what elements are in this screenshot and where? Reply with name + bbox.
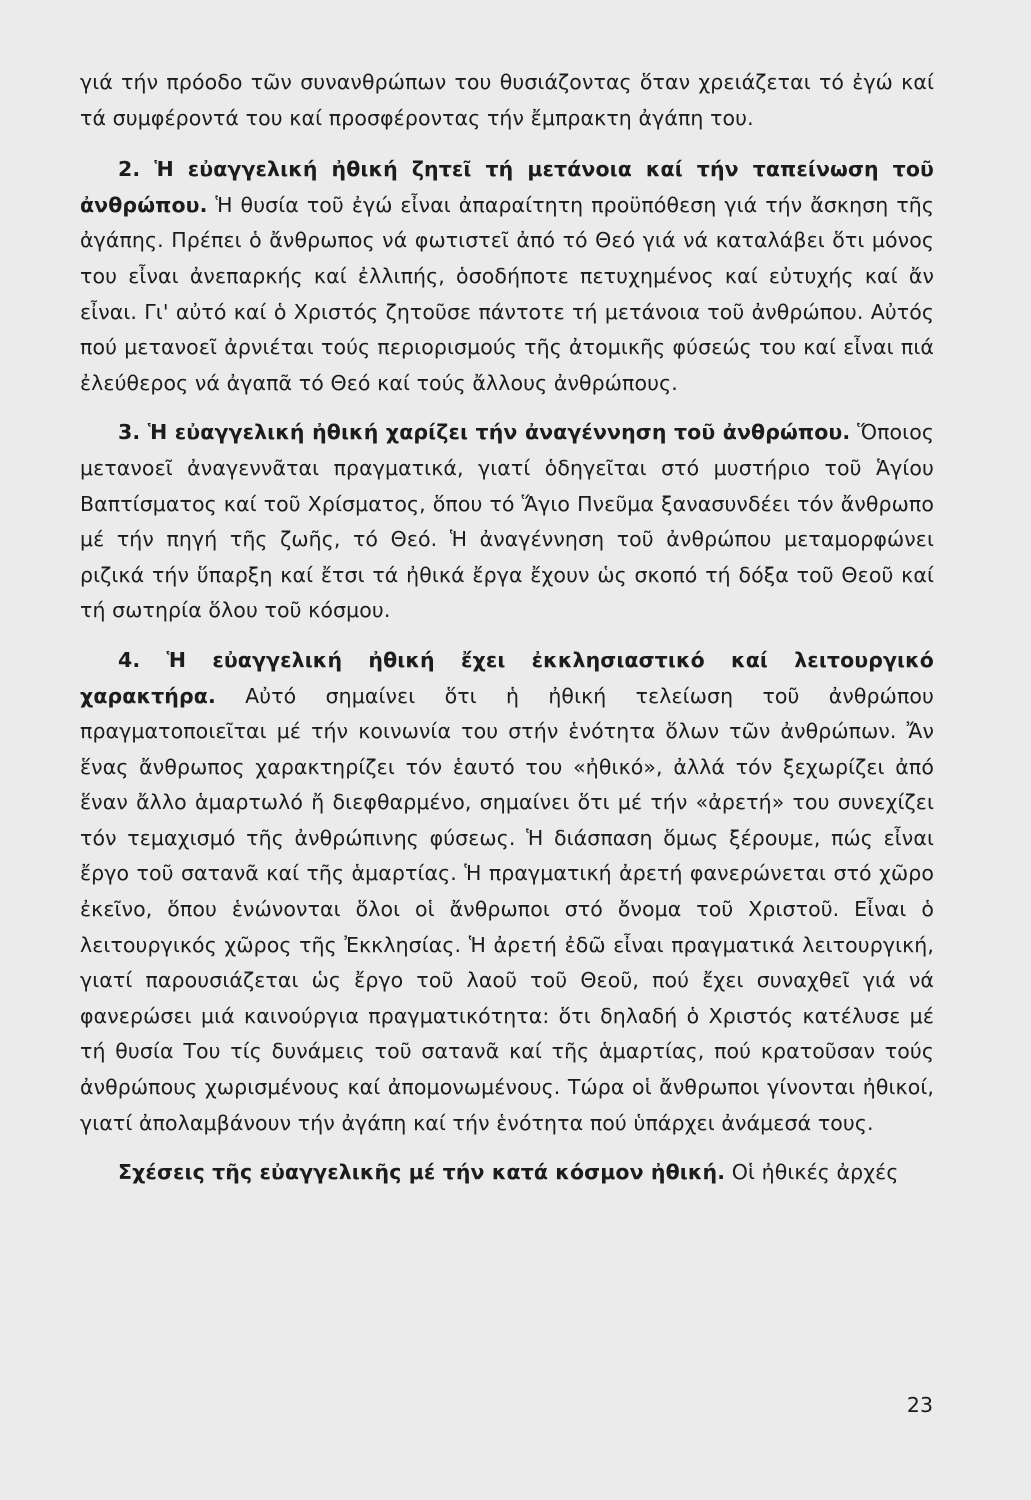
section-4-body: Αὐτό σημαίνει ὅτι ἡ ἠθική τελείωση τοῦ ἀνθρώπου πραγματοποιεῖται μέ τήν κοινωνία του στήν ἑνότητα ὅλων τῶν ἀνθρώπων. Ἄν ἕνας ἄνθρωπος χαρακτηρίζει τόν ἑαυτό του «ἠθικό», ἀλλά τόν ξεχωρίζει ἀπό ἕναν ἄλλο ἁμαρτωλό ἤ διεφθαρμένο, σημαίνει ὅτι μέ τήν «ἀρετή» του συνεχίζει τόν τεμαχισμό τῆς ἀνθρώπινης φύσεως. Ἡ διάσπαση ὅμως ξέρουμε, πώς εἶναι ἔργο τοῦ σατανᾶ καί τῆς ἁμαρτίας. Ἡ πραγματική ἀρετή φανερώνεται στό χῶρο ἐκεῖνο, ὅπου ἑνώνονται ὅλοι οἱ ἄνθρωποι στό ὄνομα τοῦ Χριστοῦ. Εἶναι ὁ λειτουργικός χῶρος τῆς Ἐκκλησίας. Ἡ ἀρετή ἐδῶ εἶναι πραγματικά λειτουργική, γιατί παρουσιάζεται ὡς ἔργο τοῦ λαοῦ τοῦ Θεοῦ, πού ἔχει συναχθεῖ γιά νά φανερώσει μιά καινούργια πραγματικότητα: ὅτι δηλαδή ὁ Χριστός κατέλυσε μέ τή θυσία Του τίς δυνάμεις τοῦ σατανᾶ καί τῆς ἁμαρτίας, πού κρατοῦσαν τούς ἀνθρώπους χωρισμένους καί ἀπομονωμένους. Τώρα οἱ ἄνθρωποι γίνονται ἠθικοί, γιατί ἀπολαμβάνουν τήν ἀγάπη καί τήν ἑνότητα πού ὑπάρχει ἀνάμεσά τους. xyxy=(80,683,934,1135)
section-4-paragraph xyxy=(80,643,934,1141)
section-3-heading: 3. Ἡ εὐαγγελική ἠθική χαρίζει τήν ἀναγέννηση τοῦ ἀνθρώπου. xyxy=(118,420,851,445)
closing-body: Οἱ ἠθικές ἀρχές xyxy=(725,1160,899,1185)
section-4-heading: 4. Ἡ εὐαγγελική ἠθική ἔχει ἐκκλησιαστικό καί λειτουργικό χαρακτήρα. xyxy=(80,647,934,708)
section-2-body: Ἡ θυσία τοῦ ἐγώ εἶναι ἀπαραίτητη προϋπόθεση γιά τήν ἄσκηση τῆς ἀγάπης. Πρέπει ὁ ἄνθρωπος νά φωτιστεῖ ἀπό τό Θεό γιά νά καταλάβει ὅτι μόνος του εἶναι ἀνεπαρκής καί ἐλλιπής, ὁσοδήποτε πετυχημένος καί εὐτυχής καί ἄν εἶναι. Γι' αὐτό καί ὁ Χριστός ζητοῦσε πάντοτε τή μετάνοια τοῦ ἀνθρώπου. Αὐτός πού μετανοεῖ ἀρνιέται τούς περιορισμούς τῆς ἀτομικῆς φύσεώς του καί εἶναι πιά ἐλεύθερος νά ἀγαπᾶ τό Θεό καί τούς ἄλλους ἀνθρώπους. xyxy=(80,192,934,395)
section-3-paragraph xyxy=(80,415,934,629)
section-2-paragraph xyxy=(80,152,934,401)
section-3-body: Ὅποιος μετανοεῖ ἀναγεννᾶται πραγματικά, γιατί ὁδηγεῖται στό μυστήριο τοῦ Ἁγίου Βαπτίσματος καί τοῦ Χρίσματος, ὅπου τό Ἅγιο Πνεῦμα ξανασυνδέει τόν ἄνθρωπο μέ τήν πηγή τῆς ζωῆς, τό Θεό. Ἡ ἀναγέννηση τοῦ ἀνθρώπου μεταμορφώνει ριζικά τήν ὕπαρξη καί ἔτσι τά ἠθικά ἔργα ἔχουν ὡς σκοπό τή δόξα τοῦ Θεοῦ καί τή σωτηρία ὅλου τοῦ κόσμου. xyxy=(80,420,934,623)
page-text xyxy=(80,65,934,1191)
page-number: 23 xyxy=(906,1393,933,1417)
closing-heading: Σχέσεις τῆς εὐαγγελικῆς μέ τήν κατά κόσμον ἠθική. xyxy=(118,1160,726,1185)
intro-text: γιά τήν πρόοδο τῶν συνανθρώπων του θυσιάζοντας ὅταν χρειάζεται τό ἐγώ καί τά συμφέροντά του καί προσφέροντας τήν ἔμπρακτη ἀγάπη του. xyxy=(80,70,934,130)
closing-paragraph xyxy=(80,1155,934,1191)
section-2-heading: 2. Ἡ εὐαγγελική ἠθική ζητεῖ τή μετάνοια καί τήν ταπείνωση τοῦ ἀνθρώπου. xyxy=(80,157,934,217)
intro-paragraph xyxy=(80,65,934,136)
